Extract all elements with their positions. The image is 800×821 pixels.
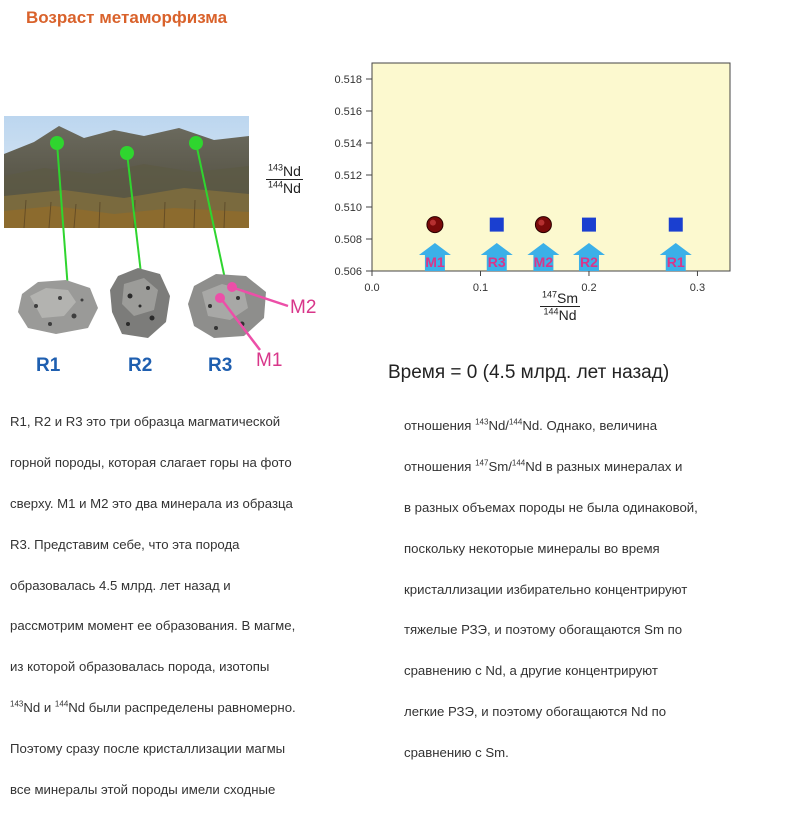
y-tick-label: 0.506 [334,266,362,278]
label-r3: R3 [208,355,233,376]
left-line: R3. Представим себе, что эта порода [10,536,240,552]
left-line: R1, R2 и R3 это три образца магматической [10,414,281,430]
pin-r3-icon [189,136,203,150]
right-line: кристаллизации избирательно концентрируют [404,581,688,597]
y-tick-label: 0.510 [334,202,362,214]
point-highlight [430,220,436,226]
label-m1: M1 [256,350,283,371]
page-title: Возраст метаморфизма [26,8,228,27]
plot-area [372,63,730,271]
x-tick-label: 0.3 [689,282,706,294]
x-tick-label: 0.1 [472,282,489,294]
left-line: из которой образовалась порода, изотопы [10,659,270,675]
point-r3 [490,218,504,232]
point-label-r3: R3 [487,254,506,270]
left-line: образовалась 4.5 млрд. лет назад и [10,577,231,593]
time-label: Время = 0 (4.5 млрд. лет назад) [388,362,670,383]
right-line: поскольку некоторые минералы во время [404,540,660,556]
rock-r1-icon [16,276,100,336]
x-tick-label: 0.2 [581,282,597,294]
left-paragraph [10,392,390,821]
left-line: рассмотрим момент ее образования. В магме, [10,618,296,634]
pin-r1-icon [50,136,64,150]
y-tick-label: 0.514 [334,138,362,150]
y-tick-label: 0.518 [334,74,362,86]
point-label-r1: R1 [666,254,685,270]
point-label-r2: R2 [580,254,598,270]
y-tick-label: 0.516 [334,106,362,118]
right-line: в разных объемах породы не была одинаковой, [404,500,698,516]
isochron-chart [262,55,800,305]
label-r2: R2 [128,355,153,376]
left-line-isotopes: $^{143}$Nd и $^{144}$Nd были распределены равномерно. [10,699,296,716]
label-m2: M2 [290,297,317,318]
x-axis-label: $\frac{^{147}Sm}{^{144}Nd}$ [542,289,579,323]
x-tick-label: 0.0 [364,282,380,294]
right-line-2: отношения $^{147}$Sm/$^{144}$Nd в разных минералах и [404,458,683,475]
y-tick-label: 0.512 [334,170,362,182]
pin-r2-icon [120,146,134,160]
point-label-m1: M1 [425,254,445,270]
left-line: Поэтому сразу после кристаллизации магмы [10,740,286,756]
point-r1 [669,218,683,232]
point-label-m2: M2 [533,254,554,270]
left-line: сверху. M1 и M2 это два минерала из образца [10,496,293,512]
y-tick-label: 0.508 [334,234,362,246]
rock-r2-icon [108,266,172,340]
right-line: сравнению с Sm. [404,744,509,760]
left-line: все минералы этой породы имели сходные [10,781,276,797]
right-line: сравнению с Nd, а другие концентрируют [404,663,658,679]
right-paragraph [404,396,794,784]
point-highlight [538,220,544,226]
right-line: тяжелые РЗЭ, и поэтому обогащаются Sm по [404,622,683,638]
right-line: легкие РЗЭ, и поэтому обогащаются Nd по [404,704,667,720]
y-axis-label: $\frac{^{143}Nd}{^{144}Nd}$ [268,162,301,196]
left-line: горной породы, которая слагает горы на фото [10,455,292,471]
point-r2 [582,218,596,232]
right-line-1: отношения $^{143}$Nd/$^{144}$Nd. Однако, величина [404,418,658,434]
label-r1: R1 [36,355,61,376]
